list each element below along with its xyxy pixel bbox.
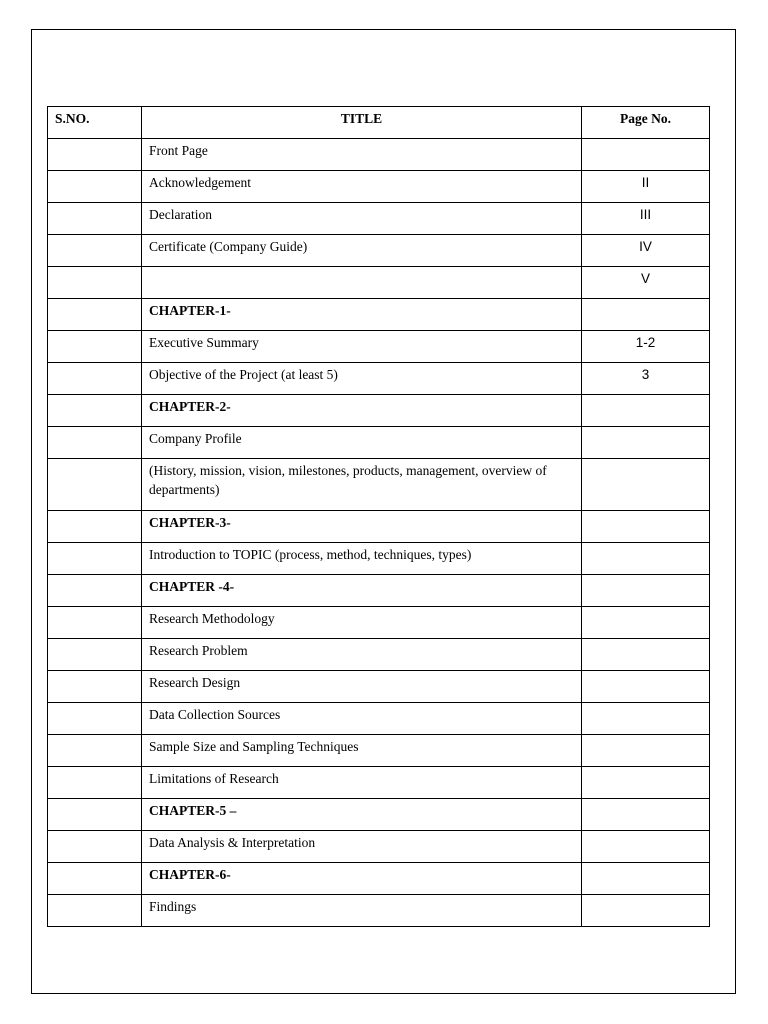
page-cell: [582, 799, 710, 831]
title-cell: Front Page: [142, 139, 582, 171]
sno-cell: [48, 459, 142, 511]
table-row: [48, 267, 710, 299]
page-cell: [582, 895, 710, 927]
sno-cell: [48, 363, 142, 395]
chapter-heading-cell: CHAPTER -4-: [142, 575, 582, 607]
chapter-heading-cell: CHAPTER-3-: [142, 511, 582, 543]
sno-cell: [48, 299, 142, 331]
page-cell: [582, 543, 710, 575]
page-cell: [582, 863, 710, 895]
table-row: [48, 459, 710, 511]
title-cell: Executive Summary: [142, 331, 582, 363]
page-cell: V: [582, 267, 710, 299]
sno-cell: [48, 831, 142, 863]
table-row: [48, 299, 710, 331]
title-cell: Sample Size and Sampling Techniques: [142, 735, 582, 767]
sno-cell: [48, 171, 142, 203]
page-cell: [582, 831, 710, 863]
sno-cell: [48, 895, 142, 927]
header-row: [48, 107, 710, 139]
title-cell: Research Methodology: [142, 607, 582, 639]
table-row: [48, 863, 710, 895]
title-cell: Acknowledgement: [142, 171, 582, 203]
title-cell: (History, mission, vision, milestones, products, management, overview of departments): [142, 459, 582, 511]
table-row: [48, 235, 710, 267]
sno-cell: [48, 607, 142, 639]
sno-cell: [48, 235, 142, 267]
table-row: [48, 671, 710, 703]
sno-cell: [48, 203, 142, 235]
sno-cell: [48, 767, 142, 799]
page-cell: [582, 139, 710, 171]
page-cell: [582, 459, 710, 511]
title-cell: Research Design: [142, 671, 582, 703]
table-row: [48, 203, 710, 235]
page-cell: II: [582, 171, 710, 203]
table-row: [48, 511, 710, 543]
title-cell: Limitations of Research: [142, 767, 582, 799]
title-column-header: TITLE: [142, 107, 582, 139]
page-cell: [582, 511, 710, 543]
title-cell: Research Problem: [142, 639, 582, 671]
page-cell: 3: [582, 363, 710, 395]
title-cell: Certificate (Company Guide): [142, 235, 582, 267]
page-cell: [582, 575, 710, 607]
title-cell: Company Profile: [142, 427, 582, 459]
page-cell: IV: [582, 235, 710, 267]
title-cell: Declaration: [142, 203, 582, 235]
table-row: [48, 767, 710, 799]
table-row: [48, 575, 710, 607]
page-cell: [582, 607, 710, 639]
sno-cell: [48, 427, 142, 459]
page-cell: [582, 735, 710, 767]
sno-cell: [48, 543, 142, 575]
page-cell: [582, 703, 710, 735]
title-cell: Introduction to TOPIC (process, method, techniques, types): [142, 543, 582, 575]
table-row: [48, 363, 710, 395]
table-row: [48, 139, 710, 171]
table-row: [48, 395, 710, 427]
table-row: [48, 895, 710, 927]
title-cell: Data Analysis & Interpretation: [142, 831, 582, 863]
sno-cell: [48, 671, 142, 703]
sno-cell: [48, 703, 142, 735]
sno-cell: [48, 511, 142, 543]
table-row: [48, 331, 710, 363]
title-cell: Objective of the Project (at least 5): [142, 363, 582, 395]
sno-cell: [48, 267, 142, 299]
page-cell: [582, 427, 710, 459]
table-row: [48, 543, 710, 575]
chapter-heading-cell: CHAPTER-2-: [142, 395, 582, 427]
title-cell: Findings: [142, 895, 582, 927]
sno-cell: [48, 331, 142, 363]
page-cell: [582, 767, 710, 799]
sno-cell: [48, 863, 142, 895]
table-row: [48, 171, 710, 203]
table-row: [48, 703, 710, 735]
page-cell: III: [582, 203, 710, 235]
table-row: [48, 427, 710, 459]
title-cell: [142, 267, 582, 299]
table-row: [48, 607, 710, 639]
table-row: [48, 799, 710, 831]
chapter-heading-cell: CHAPTER-6-: [142, 863, 582, 895]
page-column-header: Page No.: [582, 107, 710, 139]
table-of-contents: [47, 106, 710, 927]
sno-cell: [48, 395, 142, 427]
title-cell: Data Collection Sources: [142, 703, 582, 735]
page-cell: [582, 299, 710, 331]
table-row: [48, 831, 710, 863]
chapter-heading-cell: CHAPTER-1-: [142, 299, 582, 331]
sno-cell: [48, 575, 142, 607]
table-row: [48, 639, 710, 671]
sno-cell: [48, 735, 142, 767]
sno-cell: [48, 139, 142, 171]
sno-cell: [48, 799, 142, 831]
sno-column-header: S.NO.: [48, 107, 142, 139]
page-cell: 1-2: [582, 331, 710, 363]
table-row: [48, 735, 710, 767]
chapter-heading-cell: CHAPTER-5 –: [142, 799, 582, 831]
page-cell: [582, 671, 710, 703]
page-cell: [582, 395, 710, 427]
sno-cell: [48, 639, 142, 671]
page-cell: [582, 639, 710, 671]
